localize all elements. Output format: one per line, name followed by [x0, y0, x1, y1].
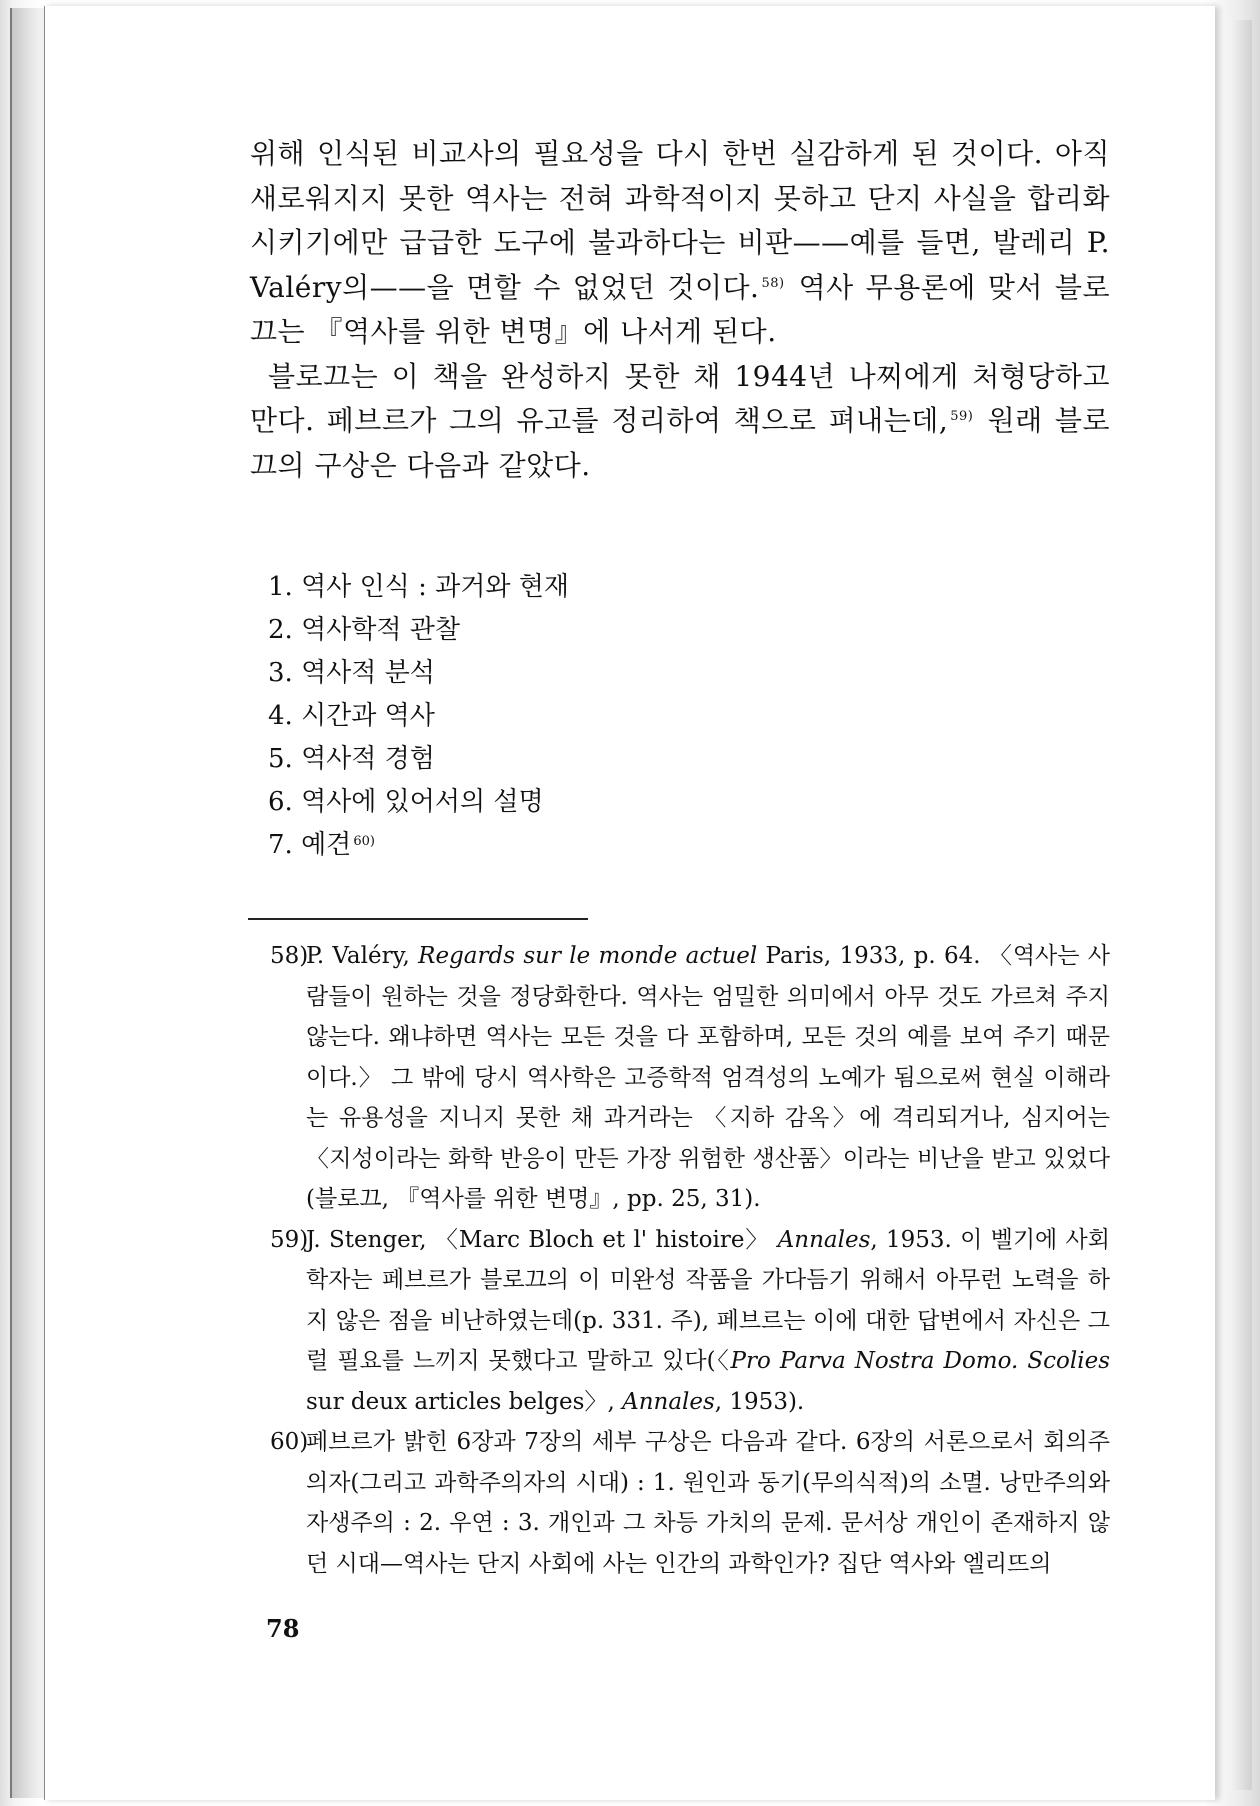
outline-item: 6. 역사에 있어서의 설명 [268, 787, 544, 817]
outline-item: 3. 역사적 분석 [268, 658, 435, 688]
footnote-ref-59: 59) [950, 409, 974, 424]
footnote-journal: Annales [777, 1226, 871, 1253]
footnote-text: sur deux articles belges〉, [306, 1388, 623, 1415]
body-text [250, 132, 1110, 488]
outline-item-text: 7. 예견 [268, 830, 352, 860]
footnotes [270, 936, 1110, 1584]
outline-item: 5. 역사적 경험 [268, 744, 435, 774]
paragraph-2-tail: 원래 블로끄의 구상은 다음과 같았다. [250, 404, 1110, 482]
paragraph-2 [250, 355, 1110, 489]
outline-item: 1. 역사 인식 : 과거와 현재 [268, 572, 569, 602]
footnote-number: 60) [270, 1429, 309, 1455]
footnote-divider [248, 918, 588, 920]
paragraph-2-text: 블로끄는 이 책을 완성하지 못한 채 1944년 나찌에게 처형당하고 만다. 페브르가 그의 유고를 정리하여 책으로 펴내는데, [250, 359, 1110, 437]
paragraph-1-tail: 역사 무용론에 맞서 블로끄는 『역사를 위한 변명』에 나서게 된다. [250, 270, 1110, 348]
footnote-ref-60: 60) [353, 834, 375, 849]
paragraph-1 [250, 132, 1110, 355]
footnote-60 [270, 1422, 1110, 1584]
footnote-text: P. Valéry, [306, 943, 419, 969]
footnote-number: 58) [270, 943, 309, 969]
outline-item-last [268, 824, 868, 867]
outline-item: 4. 시간과 역사 [268, 701, 435, 731]
outline-item: 2. 역사학적 관찰 [268, 615, 461, 645]
footnote-journal: Annales [622, 1388, 715, 1415]
footnote-text: Paris, 1933, p. 64. 〈역사는 사람들이 원하는 것을 정당화한다. 역사는 엄밀한 의미에서 아무 것도 가르쳐 주지 않는다. 왜냐하면 역사는 모든 것을 다 포함하며, 모든 것의 예를 보여 주기 때문이다.〉 그 밖에 당시 역사학은 고증학적 엄격성의 노예가 됨으로써 현실 이해라는 유용성을 지니지 못한 채 과거라는 〈지하 감옥〉에 격리되거나, 심지어는 〈지성이라는 화학 반응이 만든 가장 위험한 생산품〉이라는 비난을 받고 있었다(블로끄, 『역사를 위한 변명』, pp. 25, 31). [306, 943, 1110, 1212]
page-edge [1230, 20, 1252, 1790]
footnote-text: J. Stenger, 〈Marc Bloch et l' histoire〉 [306, 1226, 778, 1253]
footnote-text: , 1953. 이 벨기에 사회학자는 페브르가 블로끄의 이 미완성 작품을 가다듬기 위해서 아무런 노력을 하지 않은 점을 비난하였는데(p. 331. 주), 페브르는 이에 대한 답변에서 자신은 그럴 필요를 느끼지 못했다고 말하고 있다(〈 [306, 1226, 1110, 1374]
paragraph-1-text: 위해 인식된 비교사의 필요성을 다시 한번 실감하게 된 것이다. 아직 새로워지지 못한 역사는 전혀 과학적이지 못하고 단지 사실을 합리화시키기에만 급급한 도구에 불과하다는 비판——예를 들면, 발레리 P. Valéry의——을 면할 수 없었던 것이다. [250, 137, 1110, 304]
footnote-59 [270, 1220, 1110, 1423]
footnote-58 [270, 936, 1110, 1220]
footnote-title: Regards sur le monde actuel [418, 943, 758, 969]
page-number: 78 [266, 1614, 300, 1643]
footnote-title: Pro Parva Nostra Domo. Scolies [730, 1348, 1110, 1374]
footnote-number: 59) [270, 1226, 309, 1253]
footnote-text: 페브르가 밝힌 6장과 7장의 세부 구상은 다음과 같다. 6장의 서론으로서 회의주의자(그리고 과학주의자의 시대) : 1. 원인과 동기(무의식적)의 소멸. 낭만주의와 자생주의 : 2. 우연 : 3. 개인과 그 차등 가치의 문제. 문서상 개인이 존재하지 않던 시대—역사는 단지 사회에 사는 인간의 과학인가? 집단 역사와 엘리뜨의 [306, 1429, 1110, 1577]
footnote-ref-58: 58) [761, 275, 785, 291]
outline-list [268, 566, 868, 867]
footnote-text: , 1953). [714, 1388, 805, 1415]
